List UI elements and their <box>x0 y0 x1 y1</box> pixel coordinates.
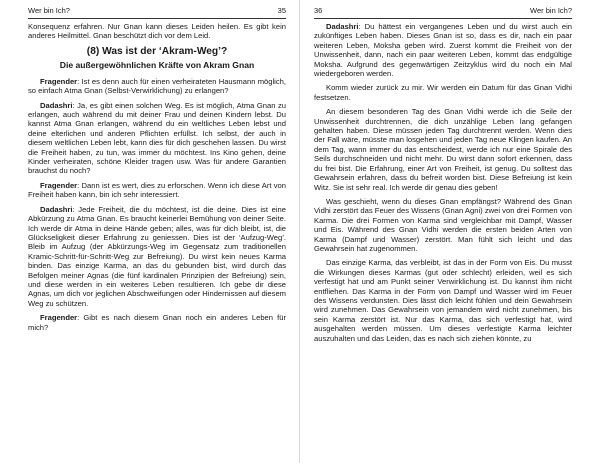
speaker-label: Dadashri <box>40 204 73 214</box>
header-title: Wer bin Ich? <box>530 6 572 15</box>
paragraph-text: : Ja, es gibt einen solchen Weg. Es ist möglich, Atma Gnan zu erlangen, auch während du mit deiner Frau und deinen Kindern lebst. Du kannst Atma Gnan erlangen, während du ein weltliches Leben lebst und deine elterlichen und anderen Pflichten erfüllst. Ich selbst, der auch in diesem weltlichen Leben lebt, kann dies für dich geschehen lassen. Du wirst die Freiheit haben, zu tun, was immer du möchtest. Ins Kino gehen, deine Kinder verheiraten, schöne Kleider tragen usw. Was für andere Garantien brauchst du noch? <box>28 100 286 176</box>
paragraph-text: Was geschieht, wenn du dieses Gnan empfängst? Während des Gnan Vidhi zerstört das Feuer des Wissens (Gnan Agni) zwei von drei Formen von Karma. Die drei Formen von Karma sind vergleichbar mit Dampf, Wasser und Eis. Während des Gnan Vidhi werden die ersten beiden Arten von Karma (Dampf und Wasser) zerstört. Man fühlt sich leicht und das Gewahrsein hat zugenommen. <box>314 196 572 253</box>
speaker-label: Dadashri <box>326 22 359 31</box>
section-heading: (8) Was ist der ‘Akram-Weg’? <box>86 45 228 57</box>
dialogue-paragraph <box>28 77 286 96</box>
dialogue-paragraph <box>28 101 286 176</box>
page-number: 36 <box>314 6 323 15</box>
speaker-label: Dadashri <box>40 100 73 110</box>
paragraph-text: An diesem besonderen Tag des Gnan Vidhi werde ich die Seile der Unwissenheit durchtrennen, die dich unzählige Leben lang gefangen gehalten haben. Diese müssen jeden Tag durchtrennt werden. Wenn dies der Fall wäre, müsste man losgehen und jeden Tag neue Klingen kaufen. An dem Tag, wann immer du das entscheidest, werde ich nur eine Spirale des Seils durchschneiden und nicht mehr. Du wirst dann sofort erkennen, dass du frei bist. Die Erfahrung, einer Art von Freiheit, ist genug. Du solltest das Gewahrsein erfahren, dass du befreit worden bist. Diese Befreiung ist kein Witz. Sie ist sehr real. Ich werde dir genau dies geben! <box>314 107 572 192</box>
dialogue-paragraph <box>28 313 286 332</box>
intro-paragraph: Konsequenz erfahren. Nur Gnan kann dieses Leiden heilen. Es gibt kein anderes Heilmittel. Gnan beschützt dich vor dem Leid. <box>28 22 286 41</box>
paragraph-text: : Dann ist es wert, dies zu erforschen. Wenn ich diese Art von Freiheit haben kann, bin ich sehr interessiert. <box>28 180 286 200</box>
paragraph-text: : Gibt es nach diesem Gnan noch ein anderes Leben für mich? <box>28 313 286 332</box>
header-title: Wer bin Ich? <box>28 6 70 15</box>
running-header-right <box>314 6 572 19</box>
body-paragraph <box>314 107 572 192</box>
speaker-label: Fragender <box>40 313 78 323</box>
dialogue-paragraph <box>28 205 286 308</box>
body-paragraph <box>314 197 572 253</box>
body-paragraph <box>314 258 572 343</box>
speaker-label: Fragender <box>40 76 78 86</box>
right-page <box>300 0 600 463</box>
paragraph-text: : Du hättest ein vergangenes Leben und du wirst auch ein zukünftiges Leben haben. Dieses Gnan ist so, dass es dir, nach ein paar weiteren Leben, Moksha geben wird. Zuerst kommt die Freiheit von der Unwissenheit, dann, nach ein paar weiteren Leben, kommt das endgültige Moksha. Aufgrund des gegenwärtigen Zeitzyklus wird du noch ein Mal wiedergeboren werden. <box>314 22 572 79</box>
speaker-label: Fragender <box>40 180 78 190</box>
paragraph-text: : Ist es denn auch für einen verheirateten Hausmann möglich, so einfach Atma Gnan (Selbst-Verwirklichung) zu erlangen? <box>28 76 286 96</box>
running-header-left <box>28 6 286 19</box>
paragraph-text: Das einzige Karma, das verbleibt, ist das in der Form von Eis. Du musst die Wirkungen dieses Karmas (gut oder schlecht) erleiden, weil es sich verfestigt hat und am Punkt seiner Verwirklichung ist. Du kannst ihm nicht entfliehen. Das Karma in der Form von Dampf und Wasser wird im Feuer des Wissens verdunsten. Dies lässt dich leicht fühlen und dein Gewahrsein wird zunehmen. Das Gewahrsein von jemandem wird nicht zunehmen, bis sein Karma zerstört ist. Nur das Karma, das sich verfestigt hat, wird ausgehalten werden müssen. Um dieses verfestigte Karma leichter auszuhalten und das Leiden, das es nach sich ziehen könnte, zu <box>314 258 572 343</box>
dialogue-paragraph <box>314 22 572 78</box>
dialogue-paragraph <box>28 181 286 200</box>
page-number: 35 <box>277 6 286 15</box>
section-subheading: Die außergewöhnlichen Kräfte von Akram Gnan <box>59 59 255 70</box>
body-paragraph <box>314 83 572 102</box>
paragraph-text: Komm wieder zurück zu mir. Wir werden ein Datum für das Gnan Vidhi festsetzen. <box>314 83 572 102</box>
paragraph-text: : Jede Freiheit, die du möchtest, ist die deine. Dies ist eine Abkürzung zu Atma Gnan. Es braucht keinerlei Bemühung von deiner Seite. Ich werde dir Atma in deine Hände geben; alles, was für dich bleibt, ist, die Glückseligkeit dieser Erfahrung zu geniessen. Dies ist der ‘Aufzug-Weg’. Bleib im Aufzug (der Abkürzungs-Weg im Gegensatz zum traditionellen Kramic-Schritt-für-Schritt-Weg zur Befreiung). Du wirst kein neues Karma binden. Das einzige Karma, an das du gebunden bist, wird durch das Befolgen meiner Agnas (die fünf kardinalen Prinzipien der Befreiung) sein, und diese werden in ein weiteres Leben resultieren. Ich gebe dir diese Agnas, um dich vor jeglichen Abschweifungen oder Hindernissen auf diesem Weg zu schützen. <box>28 204 286 308</box>
